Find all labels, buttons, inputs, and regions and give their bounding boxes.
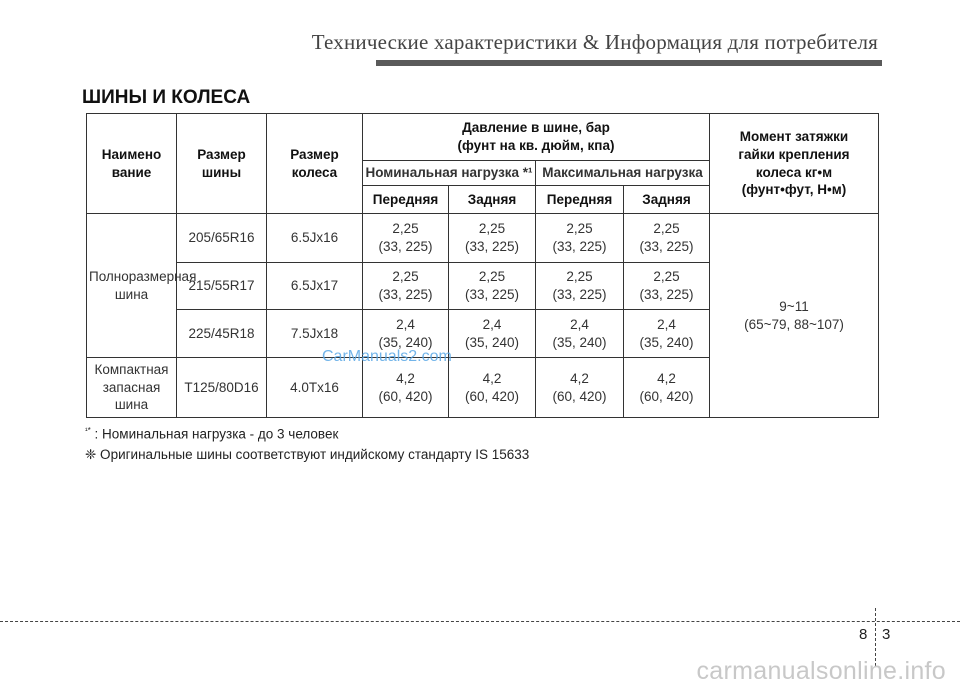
- watermark-carmanualsonline: carmanualsonline.info: [696, 657, 946, 685]
- tires-wheels-table: [86, 113, 879, 418]
- pressure-cell: 2,25 (33, 225): [624, 263, 710, 310]
- pressure-cell: 2,4 (35, 240): [363, 310, 449, 358]
- pressure-cell: 2,25 (33, 225): [449, 263, 536, 310]
- pressure-cell: 4,2 (60, 420): [449, 358, 536, 418]
- footnote: [85, 421, 529, 445]
- pressure-cell: 2,4 (35, 240): [624, 310, 710, 358]
- tire-size-cell: T125/80D16: [177, 358, 267, 418]
- header-title: Технические характеристики & Информация для потребителя: [311, 30, 878, 54]
- front-nominal-header: Передняя: [363, 186, 449, 214]
- tire-size-cell: 205/65R16: [177, 214, 267, 263]
- standard-note: ❈ Оригинальные шины соответствуют индийскому стандарту IS 15633: [85, 446, 530, 462]
- section-title: ШИНЫ И КОЛЕСА: [82, 87, 251, 108]
- pressure-cell: 4,2 (60, 420): [624, 358, 710, 418]
- full-size-tire-label: Полноразмерная шина: [87, 214, 177, 358]
- footnote-text: : Номинальная нагрузка - до 3 человек: [90, 426, 339, 442]
- wheel-size-cell: 6.5Jx16: [267, 214, 363, 263]
- pressure-cell: 2,25 (33, 225): [536, 263, 624, 310]
- pressure-cell: 2,4 (35, 240): [536, 310, 624, 358]
- watermark-carmanuals2: CarManuals2.com: [322, 348, 452, 365]
- torque-header: Момент затяжки гайки крепления колеса кг•м (фунт•фут, Н•м): [710, 114, 879, 214]
- tire-size-cell: 225/45R18: [177, 310, 267, 358]
- pressure-cell: 4,2 (60, 420): [536, 358, 624, 418]
- pressure-cell: 2,25 (33, 225): [363, 263, 449, 310]
- col-tire-size-header: Размер шины: [177, 114, 267, 214]
- pressure-cell: 2,4 (35, 240): [449, 310, 536, 358]
- col-wheel-size-header: Размер колеса: [267, 114, 363, 214]
- header-rule: [376, 60, 882, 66]
- front-max-header: Передняя: [536, 186, 624, 214]
- footer-dashed-rule: [0, 621, 960, 622]
- notes: [85, 421, 529, 465]
- pressure-cell: 2,25 (33, 225): [536, 214, 624, 263]
- wheel-size-cell: 4.0Tx16: [267, 358, 363, 418]
- compact-spare-label: Компактная запасная шина: [87, 358, 177, 418]
- table-row: [87, 214, 879, 263]
- footnote-mark: ¹*: [85, 426, 91, 435]
- pressure-cell: 2,25 (33, 225): [363, 214, 449, 263]
- torque-value: 9~11 (65~79, 88~107): [710, 214, 879, 418]
- col-name-header: Наимено вание: [87, 114, 177, 214]
- pressure-header: Давление в шине, бар (фунт на кв. дюйм, кпа): [363, 114, 710, 161]
- pressure-cell: 2,25 (33, 225): [449, 214, 536, 263]
- wheel-size-cell: 7.5Jx18: [267, 310, 363, 358]
- rear-nominal-header: Задняя: [449, 186, 536, 214]
- page-number-section: 8: [859, 626, 868, 643]
- rear-max-header: Задняя: [624, 186, 710, 214]
- nominal-load-header: Номинальная нагрузка *¹: [363, 161, 536, 186]
- wheel-size-cell: 6.5Jx17: [267, 263, 363, 310]
- page-number-page: 3: [882, 626, 891, 643]
- pressure-cell: 4,2 (60, 420): [363, 358, 449, 418]
- tire-size-cell: 215/55R17: [177, 263, 267, 310]
- max-load-header: Максимальная нагрузка: [536, 161, 710, 186]
- pressure-cell: 2,25 (33, 225): [624, 214, 710, 263]
